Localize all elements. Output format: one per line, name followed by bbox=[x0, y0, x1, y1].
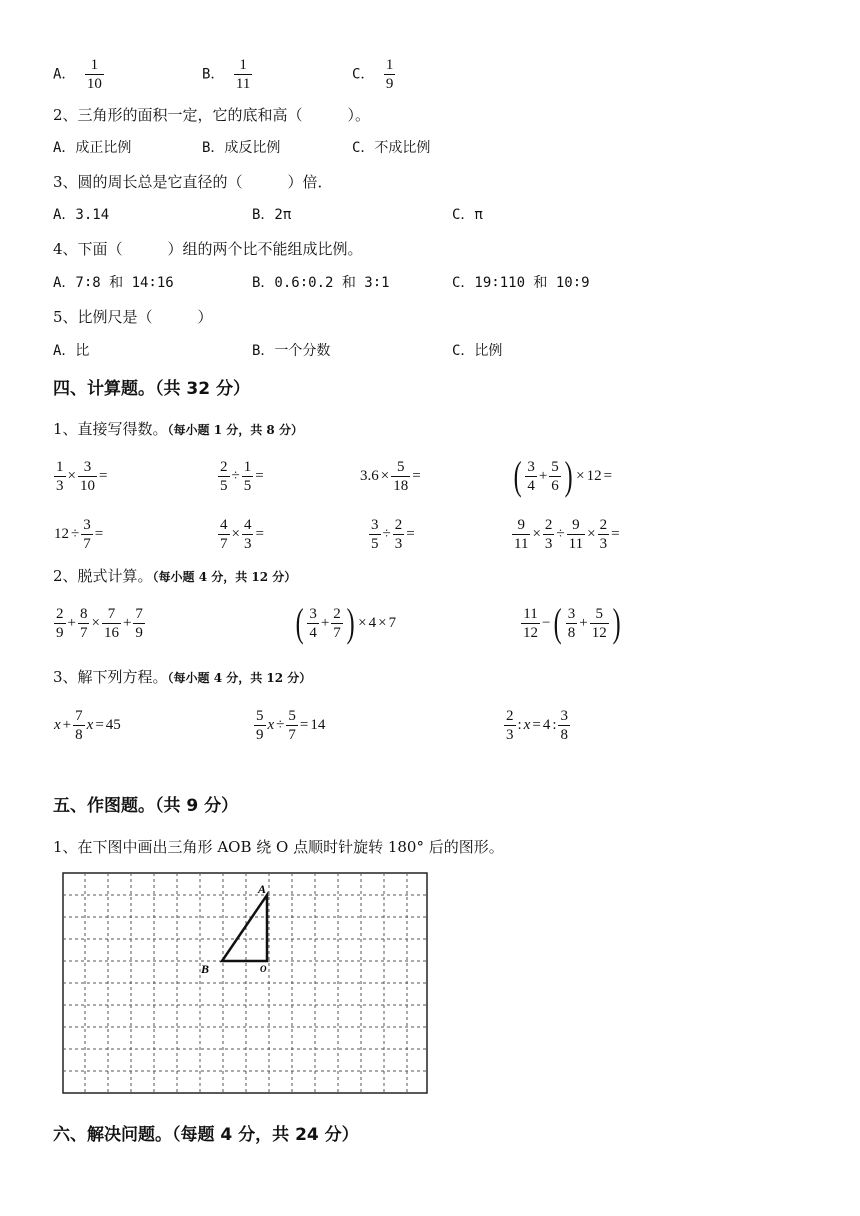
q4-option-b: B．0.6∶0.2 和 3∶1 bbox=[252, 275, 390, 291]
calc-1-1: $\frac{1}{3}$ × $\frac{3}{10}$ = bbox=[56, 459, 108, 494]
question-3-stem: 3、圆的周长总是它直径的（ ）倍． bbox=[53, 173, 333, 191]
calc-2-1: $\frac{2}{9}$ + $\frac{8}{7}$ × $\frac{7}{16}$ + $\frac{7}{9}$ bbox=[56, 606, 143, 641]
calc-2-2: ( $\frac{3}{4}$ + $\frac{2}{7}$ ) × 4 × 7 bbox=[295, 600, 397, 645]
question-4-stem: 4、下面（ ）组的两个比不能组成比例。 bbox=[53, 240, 363, 258]
calc-1-3: 3.6 × $\frac{5}{18}$ = bbox=[360, 459, 421, 494]
label-point-o: O bbox=[260, 964, 267, 974]
q2-option-c: C．不成比例 bbox=[352, 140, 431, 156]
equation-3: $\frac{2}{3}$ : x = 4 : $\frac{3}{8}$ bbox=[506, 708, 568, 743]
q5-option-c: C．比例 bbox=[452, 343, 503, 359]
grid-drawing-area[interactable] bbox=[62, 872, 428, 1094]
q1-option-b: B． $\frac{1}{11}$ bbox=[202, 57, 251, 92]
calc-1-7: $\frac{3}{5}$ ÷ $\frac{2}{3}$ = bbox=[371, 517, 415, 552]
label-point-b: B bbox=[201, 962, 210, 976]
calc-1-8: $\frac{9}{11}$ × $\frac{2}{3}$ ÷ $\frac{9}{11}$ × $\frac{2}{3}$ = bbox=[514, 517, 620, 552]
calc-1-6: $\frac{4}{7}$ × $\frac{4}{3}$ = bbox=[220, 517, 264, 552]
q3-option-b: B．2π bbox=[252, 207, 292, 223]
subsection-1-title: 1、直接写得数。（每小题 1 分，共 8 分） bbox=[53, 420, 303, 438]
question-2-stem: 2、三角形的面积一定，它的底和高（ ）。 bbox=[53, 106, 371, 124]
equation-1: x + $\frac{7}{8}$ x = 45 bbox=[54, 708, 121, 743]
label-point-a: A bbox=[258, 882, 267, 896]
q3-option-a: A．3.14 bbox=[53, 207, 110, 223]
calc-1-4: ( $\frac{3}{4}$ + $\frac{5}{6}$ ) × 12 = bbox=[513, 453, 613, 498]
q1-option-a: A． $\frac{1}{10}$ bbox=[53, 57, 102, 92]
calc-2-3: $\frac{11}{12}$ −( $\frac{3}{8}$ + $\frac{5}{12}$ ) bbox=[523, 600, 621, 645]
q2-option-a: A．成正比例 bbox=[53, 140, 132, 156]
calc-1-5: 12 ÷ $\frac{3}{7}$ = bbox=[54, 517, 104, 552]
q5-option-b: B．一个分数 bbox=[252, 343, 331, 359]
section-5-title: 五、作图题。（共 9 分） bbox=[53, 796, 239, 816]
q3-option-c: C．π bbox=[452, 207, 483, 223]
drawing-task: 1、在下图中画出三角形 AOB 绕 O 点顺时针旋转 180° 后的图形。 bbox=[53, 838, 504, 856]
q2-option-b: B．成反比例 bbox=[202, 140, 281, 156]
section-4-title: 四、计算题。（共 32 分） bbox=[53, 379, 250, 399]
calc-1-2: $\frac{2}{5}$ ÷ $\frac{1}{5}$ = bbox=[220, 459, 264, 494]
q5-option-a: A．比 bbox=[53, 343, 90, 359]
question-5-stem: 5、比例尺是（ ） bbox=[53, 308, 213, 326]
subsection-3-title: 3、解下列方程。（每小题 4 分，共 12 分） bbox=[53, 668, 312, 686]
equation-2: $\frac{5}{9}$ x ÷ $\frac{5}{7}$ = 14 bbox=[256, 708, 326, 743]
q4-option-c: C．19∶110 和 10∶9 bbox=[452, 275, 590, 291]
q1-option-c: C． $\frac{1}{9}$ bbox=[352, 57, 394, 92]
subsection-2-title: 2、脱式计算。（每小题 4 分，共 12 分） bbox=[53, 567, 297, 585]
section-6-title: 六、解决问题。（每题 4 分，共 24 分） bbox=[53, 1125, 359, 1145]
q4-option-a: A．7∶8 和 14∶16 bbox=[53, 275, 174, 291]
